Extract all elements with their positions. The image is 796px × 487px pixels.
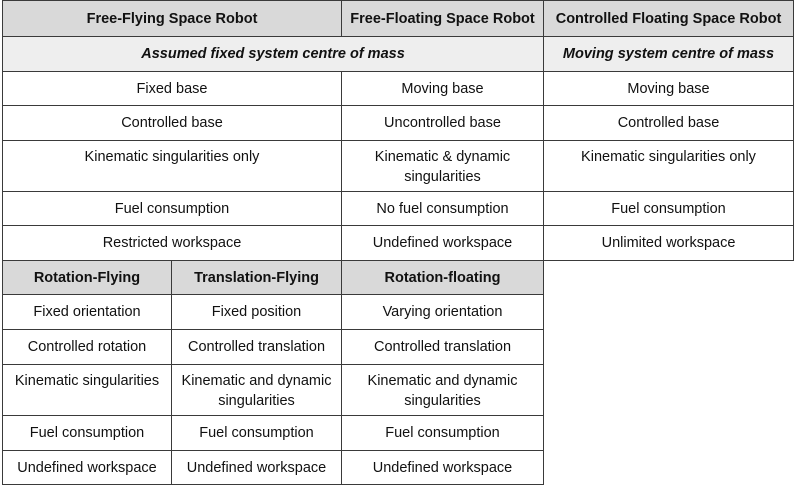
table-cell: Uncontrolled base	[341, 105, 544, 141]
header-controlled-floating: Controlled Floating Space Robot	[543, 0, 794, 37]
table-cell: Fuel consumption	[2, 191, 342, 226]
table-cell: Undefined workspace	[171, 450, 342, 485]
table-cell: Controlled translation	[341, 329, 544, 365]
table-cell: Fixed base	[2, 71, 342, 106]
table-cell: Restricted workspace	[2, 225, 342, 261]
header-rotation-flying: Rotation-Flying	[2, 260, 172, 295]
table-cell: Controlled base	[2, 105, 342, 141]
table-cell: Fuel consumption	[171, 415, 342, 451]
table-cell: Moving base	[543, 71, 794, 106]
table-cell: Undefined workspace	[2, 450, 172, 485]
table-cell: Fuel consumption	[543, 191, 794, 226]
header-rotation-floating: Rotation-floating	[341, 260, 544, 295]
header-free-floating: Free-Floating Space Robot	[341, 0, 544, 37]
table-cell: Moving base	[341, 71, 544, 106]
table-cell: No fuel consumption	[341, 191, 544, 226]
table-cell: Varying orientation	[341, 294, 544, 330]
table-cell: Fuel consumption	[2, 415, 172, 451]
table-cell: Kinematic and dynamic singularities	[341, 364, 544, 416]
table-cell: Controlled base	[543, 105, 794, 141]
assumption-moving-com: Moving system centre of mass	[543, 36, 794, 72]
table-cell: Kinematic and dynamic singularities	[171, 364, 342, 416]
table-cell: Fixed position	[171, 294, 342, 330]
table-cell: Kinematic singularities	[2, 364, 172, 416]
table-cell: Controlled translation	[171, 329, 342, 365]
header-free-flying: Free-Flying Space Robot	[2, 0, 342, 37]
table-cell: Fixed orientation	[2, 294, 172, 330]
table-cell: Kinematic singularities only	[543, 140, 794, 192]
table-cell: Undefined workspace	[341, 225, 544, 261]
assumption-fixed-com: Assumed fixed system centre of mass	[2, 36, 544, 72]
table-cell: Controlled rotation	[2, 329, 172, 365]
table-cell: Fuel consumption	[341, 415, 544, 451]
table-cell: Kinematic singularities only	[2, 140, 342, 192]
table-cell: Unlimited workspace	[543, 225, 794, 261]
table-cell: Undefined workspace	[341, 450, 544, 485]
header-translation-flying: Translation-Flying	[171, 260, 342, 295]
table-cell: Kinematic & dynamic singularities	[341, 140, 544, 192]
